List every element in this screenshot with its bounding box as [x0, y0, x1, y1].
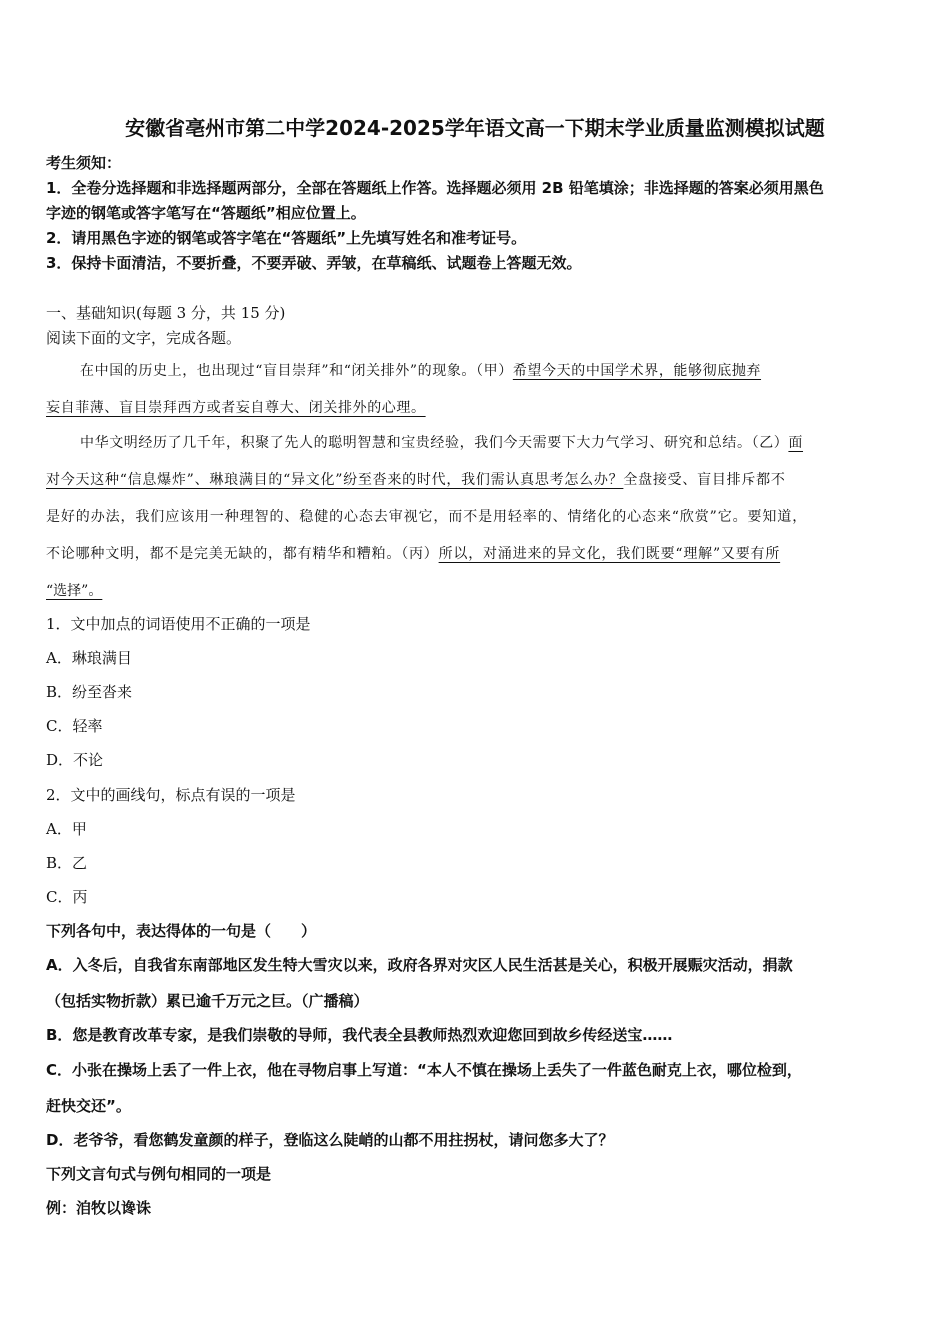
passage-p1-line-2: 妄自菲薄、盲目崇拜西方或者妄自尊大、闭关排外的心理。: [46, 400, 426, 416]
question-1-option-c: C．轻率: [46, 717, 103, 735]
question-4-stem: 下列文言句式与例句相同的一项是: [46, 1165, 272, 1183]
notice-item-2: 2．请用黑色字迹的钢笔或答字笔在“答题纸”上先填写姓名和准考证号。: [46, 229, 527, 247]
notice-item-1-line-2: 字迹的钢笔或答字笔写在“答题纸”相应位置上。: [46, 204, 366, 222]
notice-item-3: 3．保持卡面清洁，不要折叠，不要弄破、弄皱，在草稿纸、试题卷上答题无效。: [46, 254, 582, 272]
notice-heading: 考生须知：: [46, 154, 122, 172]
question-3-option-b: B．您是教育改革专家，是我们崇敬的导师，我代表全县教师热烈欢迎您回到故乡传经送宝……: [46, 1026, 673, 1044]
underlined-sentence-bing: 所以，对涌进来的异文化，我们既要“理解”又要有所: [438, 546, 781, 562]
passage-p2-line-1: [80, 432, 803, 452]
passage-p2-line-5: “选择”。: [46, 583, 103, 599]
underlined-sentence-yi: 对今天这种“信息爆炸”、琳琅满目的“异文化”纷至沓来的时代，我们需认真思考怎么办？: [46, 472, 624, 488]
question-4-example: 例：洎牧以谗诛: [46, 1199, 152, 1217]
passage-p2-line-3: 是好的办法，我们应该用一种理智的、稳健的心态去审视它，而不是用轻率的、情绪化的心态来“欣赏”它。要知道，: [46, 509, 808, 525]
notice-item-1-line-1: 1．全卷分选择题和非选择题两部分，全部在答题纸上作答。选择题必须用 2B 铅笔填涂；非选择题的答案必须用黑色: [46, 179, 824, 197]
passage-p2-line-4: [46, 543, 780, 563]
question-3-option-a-line-2: （包括实物折款）累已逾千万元之巨。（广播稿）: [46, 992, 369, 1010]
passage-p2-line-2: [46, 469, 786, 489]
question-2-option-b: B．乙: [46, 854, 88, 872]
passage-p1-line-1: [80, 360, 761, 380]
section-heading: 一、基础知识(每题 3 分，共 15 分): [46, 304, 286, 322]
question-3-stem: 下列各句中，表达得体的一句是（ ）: [46, 922, 317, 940]
question-2-stem: 2．文中的画线句，标点有误的一项是: [46, 786, 296, 804]
question-3-option-c-line-2: 赶快交还”。: [46, 1097, 131, 1115]
passage-text: 全盘接受、盲目排斥都不: [623, 472, 786, 488]
exam-title: 安徽省亳州市第二中学2024-2025学年语文高一下期末学业质量监测模拟试题: [125, 116, 825, 140]
question-3-option-d: D．老爷爷，看您鹤发童颜的样子，登临这么陡峭的山都不用拄拐杖，请问您多大了？: [46, 1131, 614, 1149]
underlined-sentence-jia: 希望今天的中国学术界，能够彻底抛弃: [512, 363, 762, 379]
question-1-stem: 1．文中加点的词语使用不正确的一项是: [46, 615, 311, 633]
question-1-option-d: D．不论: [46, 751, 104, 769]
question-1-option-a: A．琳琅满目: [46, 649, 132, 667]
passage-text: 中华文明经历了几千年，积聚了先人的聪明智慧和宝贵经验，我们今天需要下大力气学习、研究和总结。（乙）: [80, 435, 789, 451]
question-3-option-c-line-1: C．小张在操场上丢了一件上衣，他在寻物启事上写道：“本人不慎在操场上丢失了一件蓝色耐克上衣，哪位检到，: [46, 1061, 802, 1079]
question-2-option-c: C．丙: [46, 888, 88, 906]
question-1-option-b: B．纷至沓来: [46, 683, 133, 701]
underlined-sentence-yi-start: 面: [788, 435, 804, 451]
question-3-option-a-line-1: A．入冬后，自我省东南部地区发生特大雪灾以来，政府各界对灾区人民生活甚是关心，积极开展赈灾活动，捐款: [46, 956, 793, 974]
section-instruction: 阅读下面的文字，完成各题。: [46, 329, 242, 347]
question-2-option-a: A．甲: [46, 820, 87, 838]
passage-text: 在中国的历史上，也出现过“盲目崇拜”和“闭关排外”的现象。（甲）: [80, 363, 513, 379]
passage-text: 不论哪种文明，都不是完美无缺的，都有精华和糟粕。（丙）: [46, 546, 439, 562]
